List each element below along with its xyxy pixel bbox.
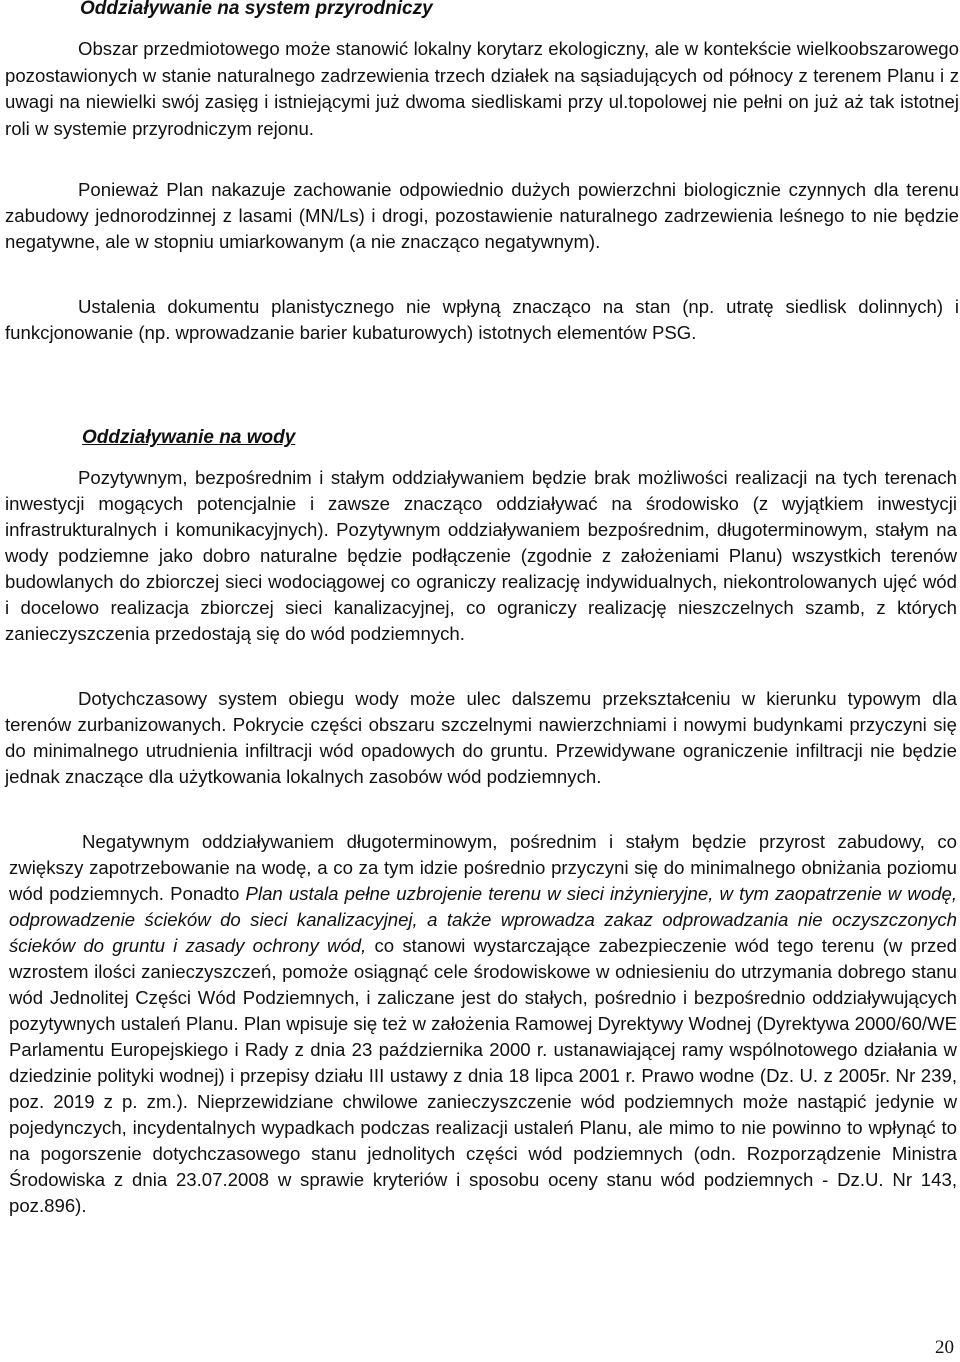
section-heading-nature: Oddziaływanie na system przyrodniczy	[80, 0, 433, 19]
paragraph: Dotychczasowy system obiegu wody może ulec dalszemu przekształceniu w kierunku typowym dla terenów zurbanizowanych. Pokrycie części obszaru szczelnymi nawierzchniami i nowymi budynkami przyczyni się do minimalnego utrudnienia infiltracji wód opadowych do gruntu. Przewidywane ograniczenie infiltracji nie będzie jednak znaczące dla użytkowania lokalnych zasobów wód podziemnych.	[5, 688, 957, 787]
paragraph-text: co stanowi wystarczające zabezpieczenie wód tego terenu (w przed wzrostem ilości zanieczyszczeń, pomoże osiągnąć cele środowiskowe w odniesieniu do utrzymania dobrego stanu wód Jednolitej Części Wód Podziemnych, i zaliczane jest do stałych, pośrednio i bezpośrednio oddziaływujących pozytywnych ustaleń Planu. Plan wpisuje się też w założenia Ramowej Dyrektywy Wodnej (Dyrektywa 2000/60/WE Parlamentu Europejskiego i Rady z dnia 23 października 2000 r. ustanawiającej ramy wspólnotowego działania w dziedzinie polityki wodnej) i przepisy działu III ustawy z dnia 18 lipca 2001 r. Prawo wodne (Dz. U. z 2005r. Nr 239, poz. 2019 z p. zm.). Nieprzewidziane chwilowe zanieczyszczenie wód podziemnych może nastąpić jedynie w pojedynczych, incydentalnych wypadkach podczas realizacji ustaleń Planu, ale mimo to nie powinno to wpłynąć to na pogorszenie dotychczasowego stanu jednolitych części wód podziemnych (odn. Rozporządzenie Ministra Środowiska z dnia 23.07.2008 w sprawie kryteriów i sposobu oceny stanu wód podziemnych - Dz.U. Nr 143, poz.896).	[9, 935, 957, 1216]
page-number: 20	[935, 1337, 954, 1358]
paragraph: Pozytywnym, bezpośrednim i stałym oddziaływaniem będzie brak możliwości realizacji na tych terenach inwestycji mogących potencjalnie i zawsze znacząco oddziaływać na środowisko (z wyjątkiem inwestycji infrastrukturalnych i komunikacyjnych). Pozytywnym oddziaływaniem bezpośrednim, długoterminowym, stałym na wody podziemne jako dobro naturalne będzie podłączenie (zgodnie z założeniami Planu) wszystkich terenów budowlanych do zbiorczej sieci wodociągowej co ograniczy realizację indywidualnych, niekontrolowanych ujęć wód i docelowo realizacja zbiorczej sieci kanalizacyjnej, co ograniczy realizację nieszczelnych szamb, z których zanieczyszczenia przedostają się do wód podziemnych.	[5, 467, 957, 644]
paragraph: Obszar przedmiotowego może stanowić lokalny korytarz ekologiczny, ale w kontekście wielkoobszarowego pozostawionych w stanie naturalnego zadrzewienia trzech działek na sąsiadujących od północy z terenem Planu i z uwagi na niewielki swój zasięg i istniejącymi już dwoma siedliskami przy ul.topolowej nie pełni on już aż tak istotnej roli w systemie przyrodniczym rejonu.	[5, 38, 959, 139]
section-heading-water: Oddziaływanie na wody	[82, 427, 296, 448]
paragraph-text: Negatywnym oddziaływaniem długoterminowym, pośrednim i stałym będzie przyrost zabudowy, co zwiększy zapotrzebowanie na wodę, a co za tym idzie pośrednio przyczyni się do minimalnego obniżania poziomu wód podziemnych. Ponadto	[9, 831, 957, 904]
paragraph	[9, 829, 957, 1219]
paragraph: Ustalenia dokumentu planistycznego nie wpłyną znacząco na stan (np. utratę siedlisk dolinnych) i funkcjonowanie (np. wprowadzanie barier kubaturowych) istotnych elementów PSG.	[5, 296, 959, 343]
italic-quote: Plan ustala pełne uzbrojenie terenu w sieci inżynieryjne, w tym zaopatrzenie w wodę, odprowadzenie ścieków do sieci kanalizacyjnej, a także wprowadza zakaz odprowadzania nie oczyszczonych ścieków do gruntu i zasady ochrony wód,	[9, 883, 957, 956]
paragraph: Ponieważ Plan nakazuje zachowanie odpowiednio dużych powierzchni biologicznie czynnych dla terenu zabudowy jednorodzinnej z lasami (MN/Ls) i drogi, pozostawienie naturalnego zadrzewienia leśnego to nie będzie negatywne, ale w stopniu umiarkowanym (a nie znacząco negatywnym).	[5, 179, 959, 252]
